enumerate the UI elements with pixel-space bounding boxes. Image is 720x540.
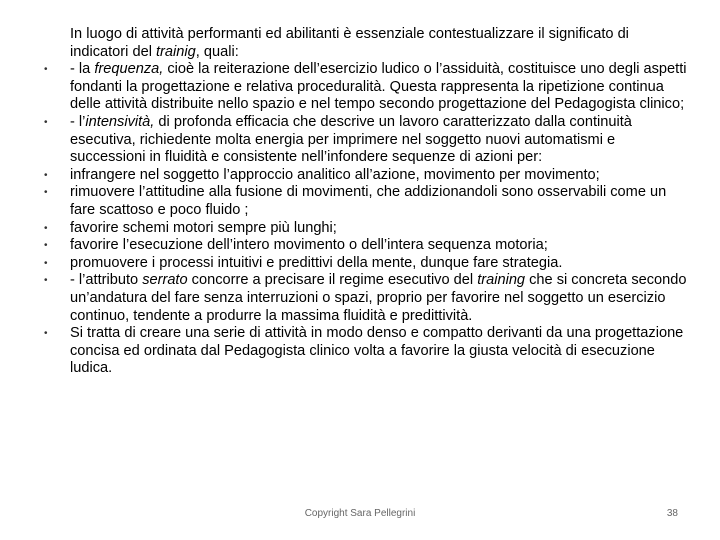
list-item-text: promuovere i processi intuitivi e predittivi della mente, dunque fare strategia. (70, 254, 563, 271)
list-item (40, 61, 690, 114)
bullet-icon: • (44, 64, 48, 76)
bullet-icon: • (44, 240, 48, 252)
bullet-icon: • (44, 187, 48, 199)
intro-text-end: , quali: (195, 43, 239, 60)
list-item-text: - l’attributo serrato concorre a precisare il regime esecutivo del training che si concreta secondo un’andatura del fare senza interruzioni o spazi, proprio per favorire nel soggetto un esercizio continuo, tendente a produrre la massima fluidità e predittività. (70, 272, 687, 324)
intro-italic-term: trainig (156, 43, 196, 60)
list-item-text: rimuovere l’attitudine alla fusione di movimenti, che addizionandoli sono osservabili come un fare scattoso e poco fluido ; (70, 184, 667, 218)
list-item (40, 325, 690, 378)
list-item (40, 237, 690, 255)
list-item-text: Si tratta di creare una serie di attività in modo denso e compatto derivanti da una progettazione concisa ed ordinata dal Pedagogista clinico volta a favorire la giusta velocità di esecuzione ludica. (70, 325, 684, 377)
copyright-text: Copyright Sara Pellegrini (304, 508, 416, 519)
list-item (40, 220, 690, 238)
list-item (40, 272, 690, 325)
list-item (40, 167, 690, 185)
bullet-icon: • (44, 222, 48, 234)
intro-text: In luogo di attività performanti ed abilitanti è essenziale contestualizzare il significato di indicatori del (70, 26, 629, 60)
list-item-text: infrangere nel soggetto l’approccio analitico all’azione, movimento per movimento; (70, 166, 600, 183)
list-item-text: - la frequenza, cioè la reiterazione dell’esercizio ludico o l’assiduità, costituisce uno degli aspetti fondanti la progettazione e relativa proceduralità. Questa rappresenta la ripetizione continua delle attività distribuite nello spazio e nel tempo secondo progettazione del Pedagogista clinico; (70, 61, 687, 113)
bullet-icon: • (44, 169, 48, 181)
intro-paragraph (70, 26, 690, 61)
list-item (40, 114, 690, 167)
list-item (40, 255, 690, 273)
list-item-text: favorire l’esecuzione dell’intero movimento o dell’intera sequenza motoria; (70, 237, 548, 254)
bullet-icon: • (44, 328, 48, 340)
list-item-text: - l’intensività, di profonda efficacia che descrive un lavoro caratterizzato dalla continuità esecutiva, richiedente molta energia per imprimere nel soggetto nuovi automatismi e successioni in fluidità e consistente nell’infondere sequenze di azioni per: (70, 113, 632, 166)
bullet-icon: • (44, 275, 48, 287)
list-item-text: favorire schemi motori sempre più lunghi; (70, 219, 337, 236)
bullet-icon: • (44, 257, 48, 269)
list-item (40, 184, 690, 219)
page-number: 38 (666, 508, 678, 519)
slide-body (40, 26, 690, 378)
bullet-icon: • (44, 116, 48, 128)
